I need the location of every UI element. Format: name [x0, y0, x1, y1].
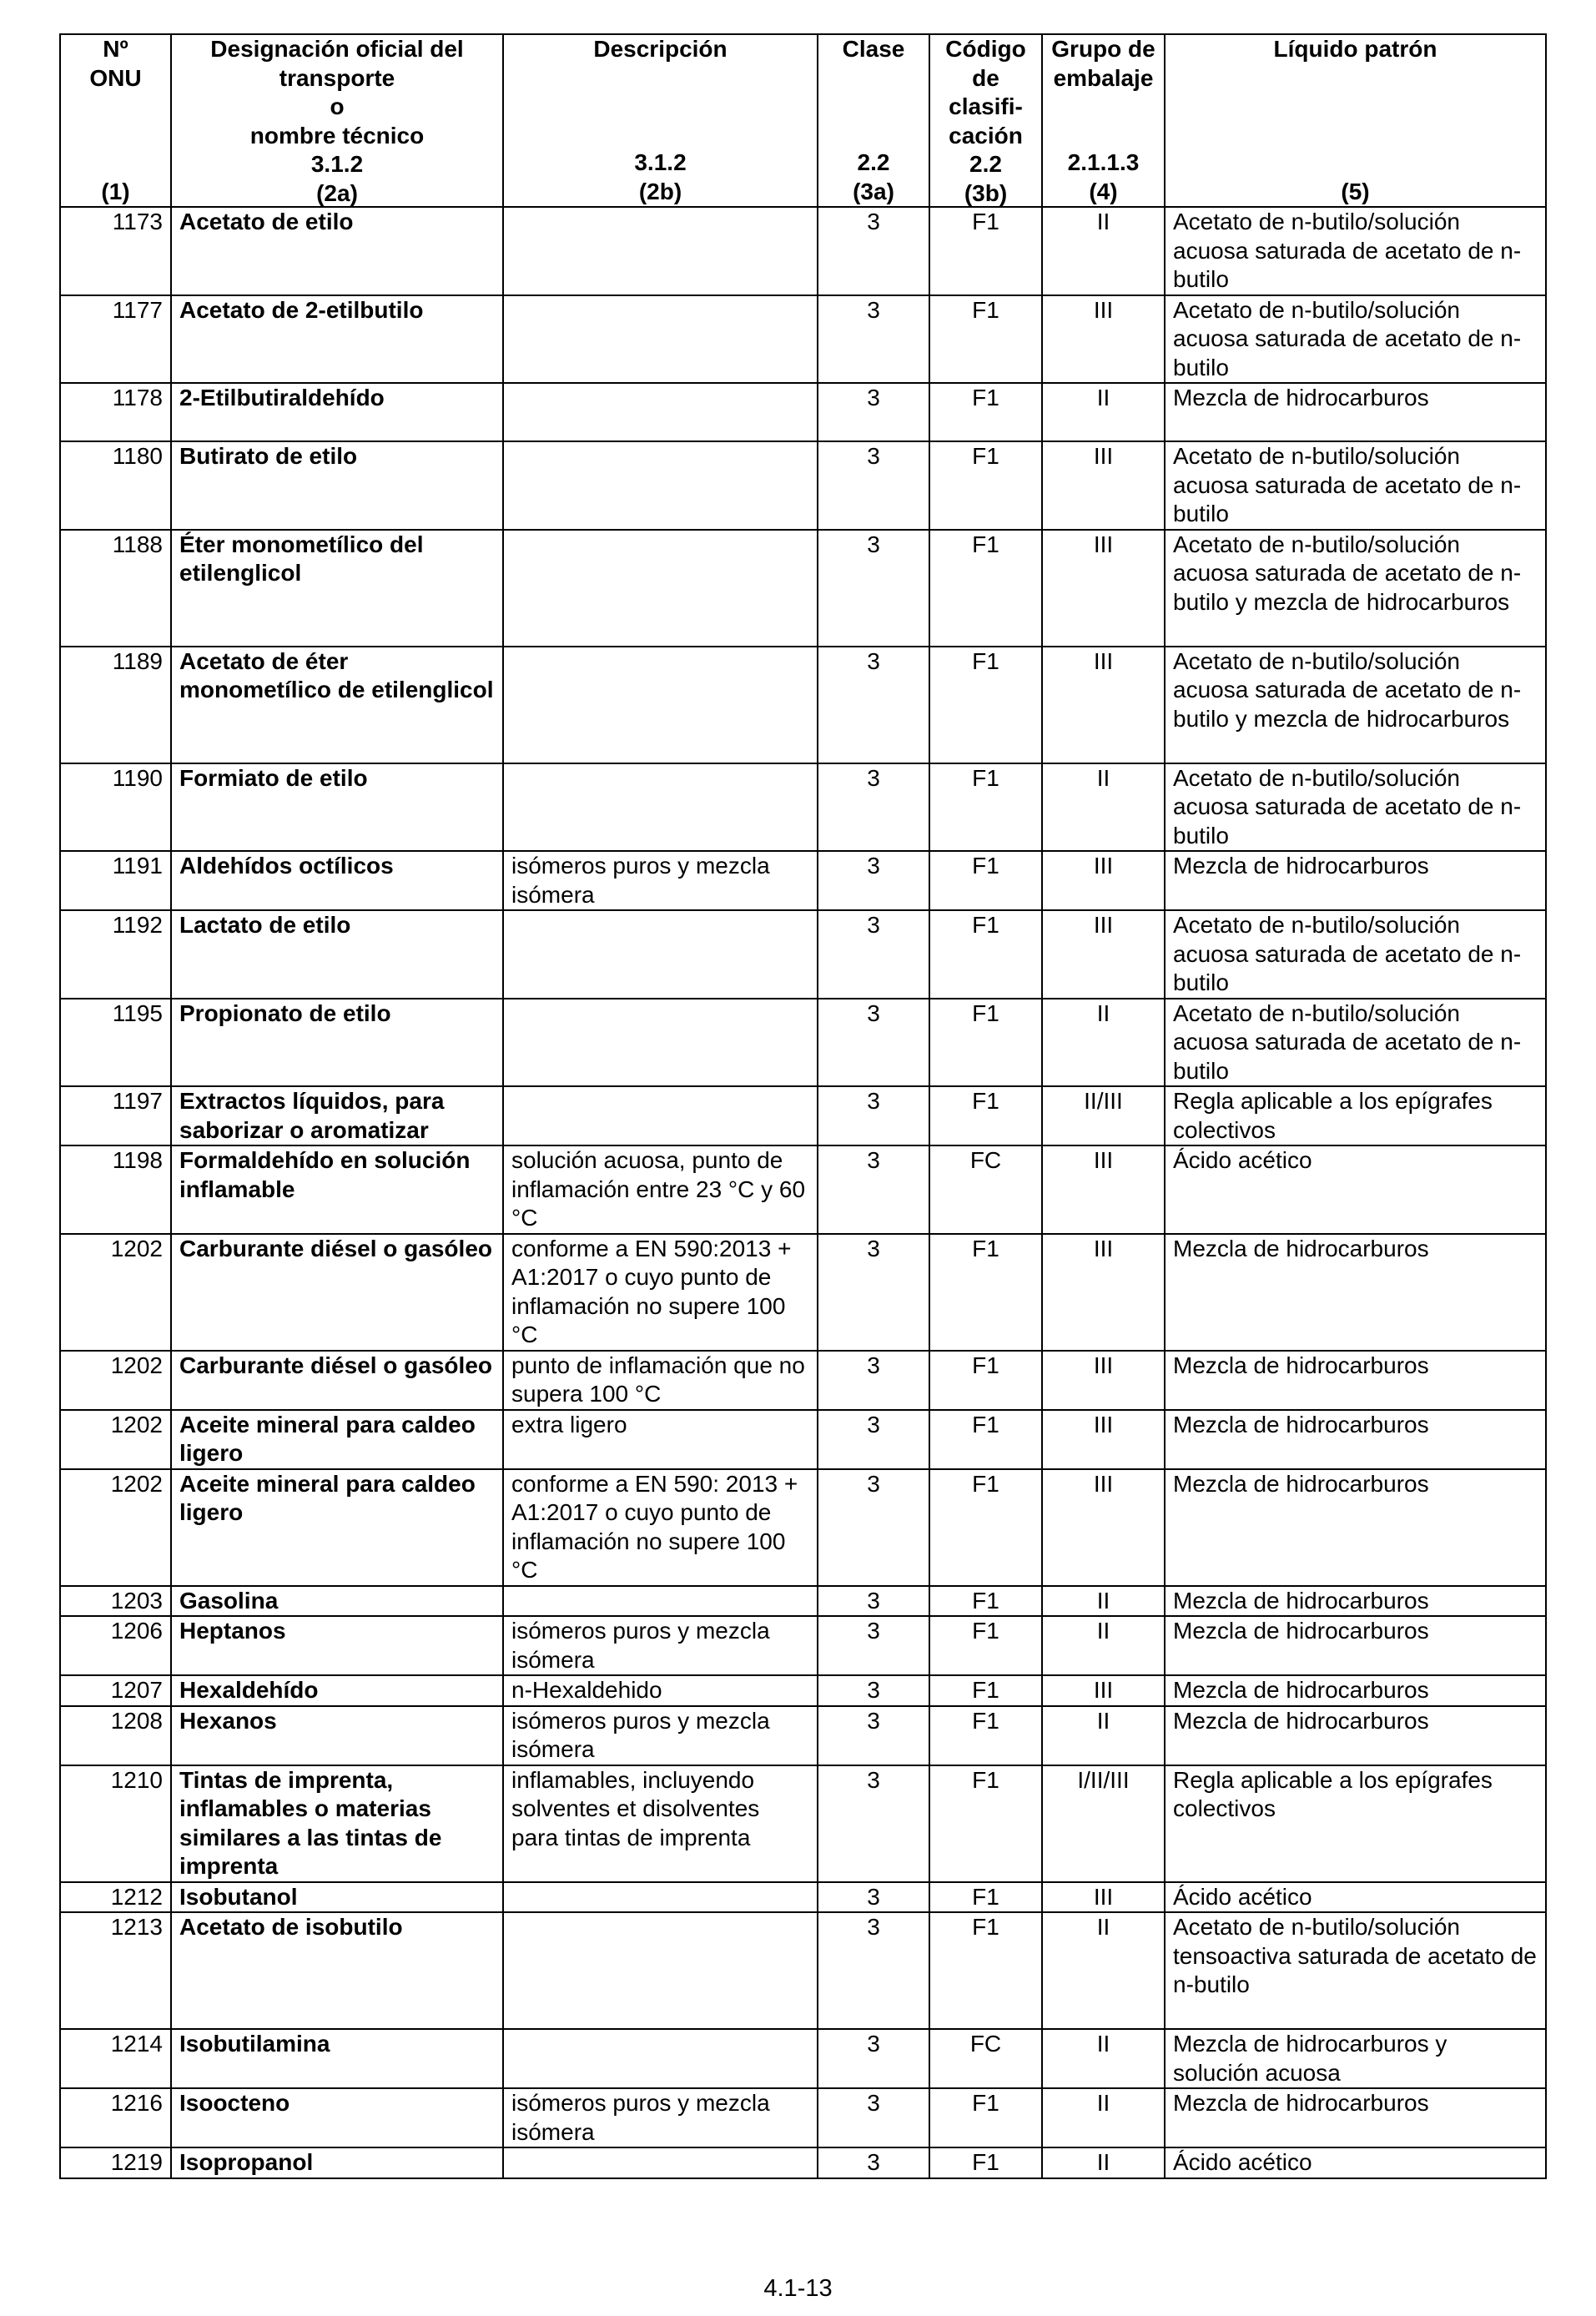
- description-cell: n-Hexaldehido: [503, 1675, 818, 1706]
- description-cell: [503, 530, 818, 647]
- un-number-cell: 1202: [60, 1469, 171, 1586]
- class-cell: 3: [818, 1410, 929, 1469]
- table-row: [60, 295, 1546, 384]
- class-cell: 3: [818, 1469, 929, 1586]
- packing-group-cell: III: [1042, 441, 1165, 530]
- packing-group-cell: II: [1042, 207, 1165, 295]
- table-row: [60, 1469, 1546, 1586]
- classification-code-cell: F1: [929, 2147, 1042, 2178]
- packing-group-cell: II: [1042, 1912, 1165, 2029]
- table-row: [60, 851, 1546, 910]
- header-classification-code: Código de clasifi- cación 2.2 (3b): [929, 34, 1042, 207]
- header-description: Descripción 3.1.2 (2b): [503, 34, 818, 207]
- class-cell: 3: [818, 1586, 929, 1617]
- description-cell: isómeros puros y mezcla isómera: [503, 1706, 818, 1765]
- classification-code-cell: F1: [929, 383, 1042, 441]
- shipping-name-cell: Carburante diésel o gasóleo: [171, 1351, 503, 1410]
- description-cell: solución acuosa, punto de inflamación entre 23 °C y 60 °C: [503, 1145, 818, 1234]
- description-cell: isómeros puros y mezcla isómera: [503, 2088, 818, 2147]
- class-cell: 3: [818, 530, 929, 647]
- packing-group-cell: III: [1042, 1351, 1165, 1410]
- un-number-cell: 1180: [60, 441, 171, 530]
- packing-group-cell: II: [1042, 1706, 1165, 1765]
- description-cell: [503, 1586, 818, 1617]
- shipping-name-cell: Acetato de isobutilo: [171, 1912, 503, 2029]
- class-cell: 3: [818, 383, 929, 441]
- packing-group-cell: II: [1042, 2147, 1165, 2178]
- un-number-cell: 1212: [60, 1882, 171, 1913]
- page-number: 4.1-13: [763, 2275, 833, 2302]
- table-row: [60, 910, 1546, 999]
- standard-liquid-cell: Mezcla de hidrocarburos: [1165, 2088, 1546, 2147]
- un-number-cell: 1173: [60, 207, 171, 295]
- shipping-name-cell: Isobutanol: [171, 1882, 503, 1913]
- packing-group-cell: II: [1042, 1586, 1165, 1617]
- shipping-name-cell: Carburante diésel o gasóleo: [171, 1234, 503, 1351]
- shipping-name-cell: Acetato de etilo: [171, 207, 503, 295]
- packing-group-cell: III: [1042, 1469, 1165, 1586]
- table-row: [60, 1616, 1546, 1675]
- classification-code-cell: F1: [929, 1765, 1042, 1882]
- standard-liquid-cell: Mezcla de hidrocarburos y solución acuosa: [1165, 2029, 1546, 2088]
- classification-code-cell: F1: [929, 441, 1042, 530]
- table-row: [60, 1675, 1546, 1706]
- classification-code-cell: F1: [929, 1586, 1042, 1617]
- table-row: [60, 441, 1546, 530]
- shipping-name-cell: Heptanos: [171, 1616, 503, 1675]
- class-cell: 3: [818, 1234, 929, 1351]
- standard-liquid-cell: Mezcla de hidrocarburos: [1165, 383, 1546, 441]
- table-row: [60, 1145, 1546, 1234]
- un-number-cell: 1213: [60, 1912, 171, 2029]
- standard-liquid-cell: Mezcla de hidrocarburos: [1165, 1410, 1546, 1469]
- standard-liquid-cell: Mezcla de hidrocarburos: [1165, 1586, 1546, 1617]
- standard-liquid-cell: Ácido acético: [1165, 1145, 1546, 1234]
- packing-group-cell: II: [1042, 2029, 1165, 2088]
- shipping-name-cell: Éter monometílico del etilenglicol: [171, 530, 503, 647]
- packing-group-cell: III: [1042, 647, 1165, 763]
- shipping-name-cell: Formaldehído en solución inflamable: [171, 1145, 503, 1234]
- description-cell: [503, 207, 818, 295]
- packing-group-cell: II: [1042, 999, 1165, 1087]
- packing-group-cell: III: [1042, 1410, 1165, 1469]
- description-cell: [503, 763, 818, 852]
- classification-code-cell: F1: [929, 1912, 1042, 2029]
- un-number-cell: 1177: [60, 295, 171, 384]
- un-number-cell: 1195: [60, 999, 171, 1087]
- standard-liquid-cell: Ácido acético: [1165, 2147, 1546, 2178]
- standard-liquid-cell: Acetato de n-butilo/solución acuosa saturada de acetato de n-butilo y mezcla de hidrocarburos: [1165, 647, 1546, 763]
- header-un-number: Nº ONU (1): [60, 34, 171, 207]
- class-cell: 3: [818, 295, 929, 384]
- classification-code-cell: F1: [929, 999, 1042, 1087]
- table-row: [60, 999, 1546, 1087]
- class-cell: 3: [818, 2029, 929, 2088]
- un-number-cell: 1210: [60, 1765, 171, 1882]
- standard-liquid-cell: Acetato de n-butilo/solución acuosa saturada de acetato de n-butilo: [1165, 207, 1546, 295]
- header-shipping-name: Designación oficial del transporte o nombre técnico 3.1.2 (2a): [171, 34, 503, 207]
- standard-liquid-cell: Regla aplicable a los epígrafes colectivos: [1165, 1086, 1546, 1145]
- shipping-name-cell: Aldehídos octílicos: [171, 851, 503, 910]
- standard-liquid-cell: Mezcla de hidrocarburos: [1165, 1616, 1546, 1675]
- packing-group-cell: II: [1042, 763, 1165, 852]
- standard-liquid-cell: Mezcla de hidrocarburos: [1165, 851, 1546, 910]
- table-row: [60, 1086, 1546, 1145]
- standard-liquid-cell: Acetato de n-butilo/solución acuosa saturada de acetato de n-butilo: [1165, 999, 1546, 1087]
- table-body: [60, 207, 1546, 2178]
- classification-code-cell: F1: [929, 1469, 1042, 1586]
- standard-liquid-cell: Mezcla de hidrocarburos: [1165, 1675, 1546, 1706]
- shipping-name-cell: Hexaldehído: [171, 1675, 503, 1706]
- un-number-cell: 1197: [60, 1086, 171, 1145]
- description-cell: [503, 295, 818, 384]
- packing-group-cell: III: [1042, 851, 1165, 910]
- un-number-cell: 1216: [60, 2088, 171, 2147]
- classification-code-cell: F1: [929, 1706, 1042, 1765]
- classification-code-cell: F1: [929, 1351, 1042, 1410]
- class-cell: 3: [818, 1145, 929, 1234]
- un-number-cell: 1202: [60, 1234, 171, 1351]
- description-cell: [503, 1086, 818, 1145]
- description-cell: [503, 910, 818, 999]
- classification-code-cell: F1: [929, 1410, 1042, 1469]
- classification-code-cell: F1: [929, 647, 1042, 763]
- standard-liquid-cell: Ácido acético: [1165, 1882, 1546, 1913]
- description-cell: [503, 647, 818, 763]
- class-cell: 3: [818, 207, 929, 295]
- class-cell: 3: [818, 999, 929, 1087]
- un-number-cell: 1188: [60, 530, 171, 647]
- shipping-name-cell: Formiato de etilo: [171, 763, 503, 852]
- un-number-cell: 1206: [60, 1616, 171, 1675]
- standard-liquid-cell: Acetato de n-butilo/solución tensoactiva saturada de acetato de n-butilo: [1165, 1912, 1546, 2029]
- un-number-cell: 1178: [60, 383, 171, 441]
- shipping-name-cell: Hexanos: [171, 1706, 503, 1765]
- classification-code-cell: F1: [929, 1882, 1042, 1913]
- class-cell: 3: [818, 1765, 929, 1882]
- un-number-cell: 1203: [60, 1586, 171, 1617]
- shipping-name-cell: Aceite mineral para caldeo ligero: [171, 1410, 503, 1469]
- class-cell: 3: [818, 1912, 929, 2029]
- table-row: [60, 383, 1546, 441]
- header-standard-liquid: Líquido patrón (5): [1165, 34, 1546, 207]
- packing-group-cell: III: [1042, 1145, 1165, 1234]
- class-cell: 3: [818, 851, 929, 910]
- class-cell: 3: [818, 910, 929, 999]
- classification-code-cell: F1: [929, 530, 1042, 647]
- description-cell: [503, 999, 818, 1087]
- table-row: [60, 207, 1546, 295]
- shipping-name-cell: Acetato de éter monometílico de etilenglicol: [171, 647, 503, 763]
- shipping-name-cell: Aceite mineral para caldeo ligero: [171, 1469, 503, 1586]
- classification-code-cell: F1: [929, 1675, 1042, 1706]
- classification-code-cell: F1: [929, 910, 1042, 999]
- classification-code-cell: F1: [929, 851, 1042, 910]
- table-row: [60, 1912, 1546, 2029]
- packing-group-cell: III: [1042, 1882, 1165, 1913]
- un-number-cell: 1214: [60, 2029, 171, 2088]
- table-row: [60, 2029, 1546, 2088]
- table-row: [60, 530, 1546, 647]
- shipping-name-cell: 2-Etilbutiraldehído: [171, 383, 503, 441]
- un-number-cell: 1219: [60, 2147, 171, 2178]
- shipping-name-cell: Acetato de 2-etilbutilo: [171, 295, 503, 384]
- shipping-name-cell: Gasolina: [171, 1586, 503, 1617]
- shipping-name-cell: Isobutilamina: [171, 2029, 503, 2088]
- table-header: [60, 34, 1546, 207]
- classification-code-cell: F1: [929, 2088, 1042, 2147]
- standard-liquid-cell: Acetato de n-butilo/solución acuosa saturada de acetato de n-butilo: [1165, 763, 1546, 852]
- un-number-cell: 1189: [60, 647, 171, 763]
- class-cell: 3: [818, 763, 929, 852]
- classification-code-cell: F1: [929, 1234, 1042, 1351]
- table-row: [60, 763, 1546, 852]
- class-cell: 3: [818, 1616, 929, 1675]
- header-packing-group: Grupo de embalaje 2.1.1.3 (4): [1042, 34, 1165, 207]
- description-cell: [503, 2029, 818, 2088]
- packing-group-cell: II/III: [1042, 1086, 1165, 1145]
- class-cell: 3: [818, 647, 929, 763]
- description-cell: [503, 1912, 818, 2029]
- shipping-name-cell: Propionato de etilo: [171, 999, 503, 1087]
- class-cell: 3: [818, 1706, 929, 1765]
- classification-code-cell: F1: [929, 207, 1042, 295]
- un-number-cell: 1198: [60, 1145, 171, 1234]
- standard-liquid-cell: Mezcla de hidrocarburos: [1165, 1469, 1546, 1586]
- standard-liquid-cell: Mezcla de hidrocarburos: [1165, 1706, 1546, 1765]
- table-row: [60, 1765, 1546, 1882]
- packing-group-cell: II: [1042, 1616, 1165, 1675]
- packing-group-cell: III: [1042, 1234, 1165, 1351]
- description-cell: conforme a EN 590:2013 + A1:2017 o cuyo punto de inflamación no supere 100 °C: [503, 1234, 818, 1351]
- description-cell: extra ligero: [503, 1410, 818, 1469]
- standard-liquid-cell: Regla aplicable a los epígrafes colectivos: [1165, 1765, 1546, 1882]
- standard-liquid-cell: Acetato de n-butilo/solución acuosa saturada de acetato de n-butilo: [1165, 295, 1546, 384]
- header-row: [60, 34, 1546, 207]
- shipping-name-cell: Butirato de etilo: [171, 441, 503, 530]
- un-number-cell: 1192: [60, 910, 171, 999]
- classification-code-cell: FC: [929, 2029, 1042, 2088]
- packing-group-cell: II: [1042, 2088, 1165, 2147]
- description-cell: isómeros puros y mezcla isómera: [503, 851, 818, 910]
- table-row: [60, 1410, 1546, 1469]
- un-number-cell: 1202: [60, 1410, 171, 1469]
- table-row: [60, 2147, 1546, 2178]
- description-cell: [503, 383, 818, 441]
- classification-code-cell: F1: [929, 1616, 1042, 1675]
- description-cell: [503, 1882, 818, 1913]
- classification-code-cell: F1: [929, 295, 1042, 384]
- description-cell: conforme a EN 590: 2013 + A1:2017 o cuyo punto de inflamación no supere 100 °C: [503, 1469, 818, 1586]
- classification-code-cell: F1: [929, 763, 1042, 852]
- packing-group-cell: II: [1042, 383, 1165, 441]
- table-row: [60, 1882, 1546, 1913]
- table-row: [60, 1706, 1546, 1765]
- table-row: [60, 1351, 1546, 1410]
- un-number-cell: 1202: [60, 1351, 171, 1410]
- shipping-name-cell: Tintas de imprenta, inflamables o materias similares a las tintas de imprenta: [171, 1765, 503, 1882]
- standard-liquid-cell: Acetato de n-butilo/solución acuosa saturada de acetato de n-butilo y mezcla de hidrocarburos: [1165, 530, 1546, 647]
- standard-liquid-cell: Mezcla de hidrocarburos: [1165, 1351, 1546, 1410]
- packing-group-cell: III: [1042, 295, 1165, 384]
- table-row: [60, 2088, 1546, 2147]
- un-number-cell: 1208: [60, 1706, 171, 1765]
- shipping-name-cell: Isoocteno: [171, 2088, 503, 2147]
- packing-group-cell: III: [1042, 530, 1165, 647]
- packing-group-cell: I/II/III: [1042, 1765, 1165, 1882]
- description-cell: isómeros puros y mezcla isómera: [503, 1616, 818, 1675]
- classification-code-cell: F1: [929, 1086, 1042, 1145]
- class-cell: 3: [818, 2147, 929, 2178]
- class-cell: 3: [818, 1882, 929, 1913]
- shipping-name-cell: Lactato de etilo: [171, 910, 503, 999]
- class-cell: 3: [818, 441, 929, 530]
- shipping-name-cell: Extractos líquidos, para saborizar o aromatizar: [171, 1086, 503, 1145]
- class-cell: 3: [818, 1675, 929, 1706]
- un-dangerous-goods-table: [59, 33, 1547, 2179]
- table-row: [60, 1234, 1546, 1351]
- un-number-cell: 1191: [60, 851, 171, 910]
- table-row: [60, 1586, 1546, 1617]
- table-row: [60, 647, 1546, 763]
- shipping-name-cell: Isopropanol: [171, 2147, 503, 2178]
- description-cell: inflamables, incluyendo solventes et disolventes para tintas de imprenta: [503, 1765, 818, 1882]
- standard-liquid-cell: Mezcla de hidrocarburos: [1165, 1234, 1546, 1351]
- packing-group-cell: III: [1042, 910, 1165, 999]
- description-cell: [503, 441, 818, 530]
- un-number-cell: 1207: [60, 1675, 171, 1706]
- packing-group-cell: III: [1042, 1675, 1165, 1706]
- class-cell: 3: [818, 2088, 929, 2147]
- classification-code-cell: FC: [929, 1145, 1042, 1234]
- header-class: Clase 2.2 (3a): [818, 34, 929, 207]
- class-cell: 3: [818, 1351, 929, 1410]
- description-cell: [503, 2147, 818, 2178]
- standard-liquid-cell: Acetato de n-butilo/solución acuosa saturada de acetato de n-butilo: [1165, 910, 1546, 999]
- description-cell: punto de inflamación que no supera 100 °C: [503, 1351, 818, 1410]
- standard-liquid-cell: Acetato de n-butilo/solución acuosa saturada de acetato de n-butilo: [1165, 441, 1546, 530]
- un-number-cell: 1190: [60, 763, 171, 852]
- class-cell: 3: [818, 1086, 929, 1145]
